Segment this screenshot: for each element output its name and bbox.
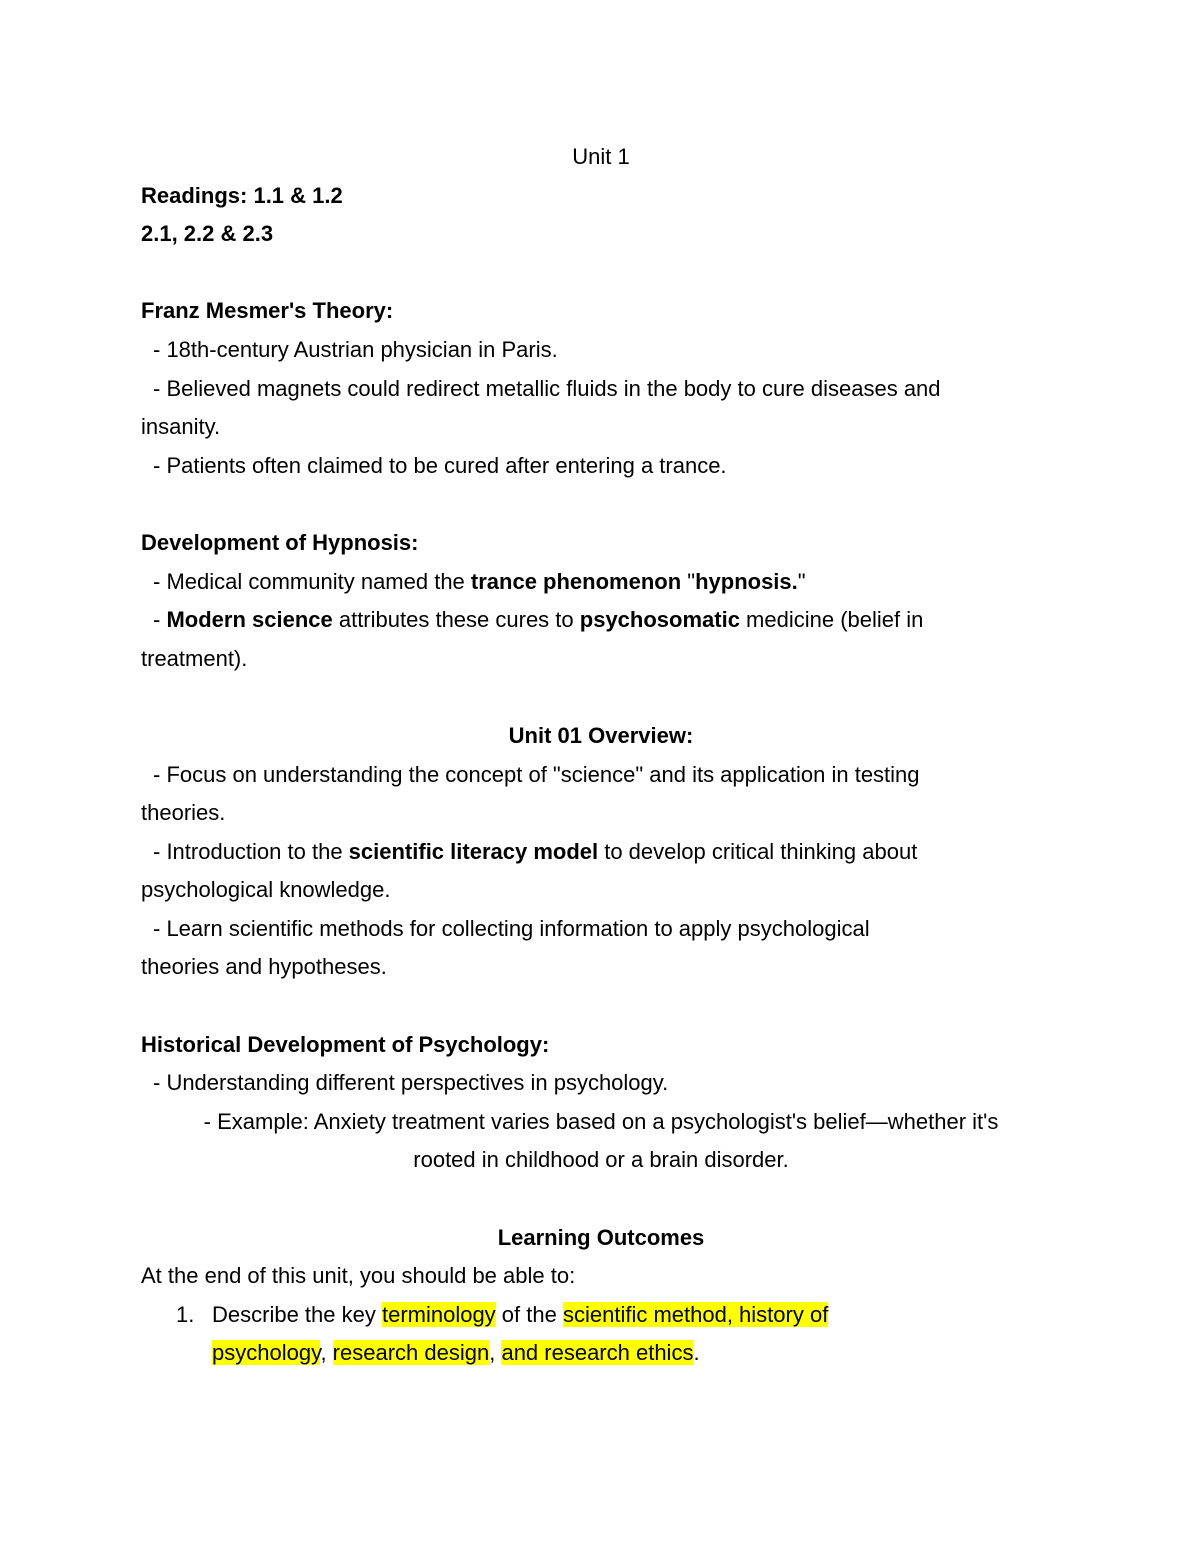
bold-term: scientific literacy model xyxy=(348,838,599,864)
text-run: medicine (belief in xyxy=(739,607,924,633)
mesmer-bullet-3: - Patients often claimed to be cured after entering a trance. xyxy=(153,452,727,478)
overview-bullet-1-continuation: theories. xyxy=(141,800,226,826)
highlighted-term: research design xyxy=(332,1340,490,1366)
text-run: , xyxy=(489,1340,502,1366)
overview-bullet-3: - Learn scientific methods for collecting information to apply psychological xyxy=(153,915,870,941)
outcome-line-1 xyxy=(212,1296,1061,1335)
readings-line-1: Readings: 1.1 & 1.2 xyxy=(141,182,343,208)
text-run: - Introduction to the xyxy=(153,838,349,864)
blank-line xyxy=(141,485,1061,524)
history-bullet-1: - Understanding different perspectives in psychology. xyxy=(153,1070,669,1096)
highlighted-term: terminology xyxy=(381,1301,496,1327)
mesmer-bullet-2: - Believed magnets could redirect metallic fluids in the body to cure diseases and xyxy=(153,375,941,401)
bold-term: psychosomatic xyxy=(579,607,740,633)
history-heading: Historical Development of Psychology: xyxy=(141,1031,550,1057)
outcomes-heading: Learning Outcomes xyxy=(497,1224,705,1250)
highlighted-term: scientific method, history of xyxy=(562,1301,829,1327)
overview-bullet-2-continuation: psychological knowledge. xyxy=(141,877,391,903)
mesmer-heading: Franz Mesmer's Theory: xyxy=(141,298,394,324)
mesmer-bullet-2-continuation: insanity. xyxy=(141,414,221,440)
bold-term: trance phenomenon xyxy=(470,568,682,594)
overview-heading: Unit 01 Overview: xyxy=(508,722,694,748)
text-run: attributes these cures to xyxy=(332,607,580,633)
text-run: to develop critical thinking about xyxy=(598,838,918,864)
blank-line xyxy=(141,987,1061,1026)
bold-term: hypnosis. xyxy=(695,568,798,594)
overview-bullet-3-continuation: theories and hypotheses. xyxy=(141,954,387,980)
blank-line xyxy=(141,254,1061,293)
mesmer-bullet-1: - 18th-century Austrian physician in Paris. xyxy=(153,336,558,362)
document-body xyxy=(141,138,1061,1373)
overview-bullet-2 xyxy=(141,833,1061,872)
highlighted-term: psychology xyxy=(212,1340,321,1366)
readings-line-2: 2.1, 2.2 & 2.3 xyxy=(141,221,274,247)
text-run: " xyxy=(681,568,696,594)
outcomes-list-item xyxy=(141,1296,1061,1373)
history-bullet-2-continuation: rooted in childhood or a brain disorder. xyxy=(413,1147,789,1173)
text-run: . xyxy=(693,1340,700,1366)
text-run: - Medical community named the xyxy=(153,568,471,594)
hypnosis-bullet-2-continuation: treatment). xyxy=(141,645,248,671)
text-run: , xyxy=(320,1340,333,1366)
bold-term: Modern science xyxy=(166,607,333,633)
text-run: of the xyxy=(495,1301,563,1327)
blank-line xyxy=(141,678,1061,717)
hypnosis-bullet-2 xyxy=(141,601,1061,640)
list-number: 1. xyxy=(176,1301,195,1327)
text-run: - xyxy=(153,607,167,633)
highlighted-term: and research ethics xyxy=(501,1340,694,1366)
outcomes-intro: At the end of this unit, you should be able to: xyxy=(141,1263,576,1289)
hypnosis-bullet-1 xyxy=(141,563,1061,602)
hypnosis-heading: Development of Hypnosis: xyxy=(141,529,419,555)
outcome-line-2 xyxy=(212,1334,1061,1373)
text-run: " xyxy=(797,568,806,594)
history-bullet-2: - Example: Anxiety treatment varies based on a psychologist's belief—whether it's xyxy=(203,1108,999,1134)
overview-bullet-1: - Focus on understanding the concept of "science" and its application in testing xyxy=(153,761,920,787)
blank-line xyxy=(141,1180,1061,1219)
page-title: Unit 1 xyxy=(572,144,630,169)
text-run: Describe the key xyxy=(212,1301,382,1327)
